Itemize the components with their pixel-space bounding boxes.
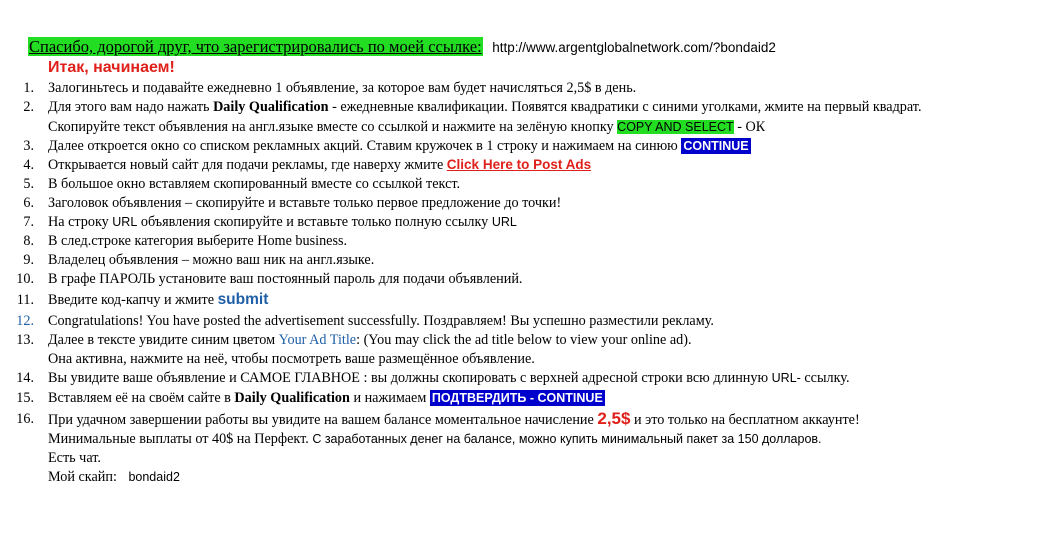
- item-text: Заголовок объявления – скопируйте и вставьте только первое предложение до точки!: [48, 195, 562, 211]
- post-ads-link[interactable]: Click Here to Post Ads: [446, 157, 592, 172]
- item-number: 15.: [16, 390, 34, 406]
- url-label: URL-: [771, 371, 801, 385]
- item-text: и это только на бесплатном аккаунте!: [630, 412, 860, 428]
- item-text: и нажимаем: [349, 390, 430, 406]
- copy-and-select-button[interactable]: COPY AND SELECT: [617, 120, 734, 134]
- skype-handle: bondaid2: [128, 470, 180, 484]
- item-number: 2.: [23, 99, 34, 115]
- item-text: Она активна, нажмите на неё, чтобы посмотреть ваше размещённое объявление.: [48, 351, 535, 367]
- item-number: 12.: [16, 313, 34, 329]
- item-text: Открывается новый сайт для подачи рекламы, где наверху жмите: [48, 157, 447, 173]
- submit-label[interactable]: submit: [217, 291, 269, 308]
- item-text: Минимальные выплаты от 40$ на Перфект.: [48, 431, 313, 447]
- item-number: 11.: [16, 292, 34, 308]
- url-label: URL: [112, 215, 138, 229]
- item-text: Далее в тексте увидите синим цветом: [48, 332, 279, 348]
- item-number: 9.: [23, 252, 34, 268]
- continue-button[interactable]: CONTINUE: [683, 139, 749, 153]
- amount-label: 2,5$: [597, 409, 631, 428]
- item-text: Владелец объявления – можно ваш ник на англ.языке.: [48, 252, 375, 268]
- item-note: С заработанных денег на балансе, можно купить минимальный пакет за 150 долларов.: [312, 432, 822, 446]
- item-text: Далее откроется окно со списком рекламных акций. Ставим кружочек в 1 строку и нажимаем на синюю: [48, 138, 682, 154]
- item-number: 3.: [23, 138, 34, 154]
- item-text: В след.строке категория выберите Home business.: [48, 233, 348, 249]
- item-text: Введите код-капчу и жмите: [48, 292, 218, 308]
- item-text: Congratulations! You have posted the advertisement successfully. Поздравляем! Вы успешно разместили рекламу.: [48, 313, 714, 329]
- item-text: Для этого вам надо нажать: [48, 99, 214, 115]
- item-number: 14.: [16, 370, 34, 386]
- confirm-continue-button[interactable]: ПОДТВЕРДИТЬ - CONTINUE: [431, 391, 603, 405]
- start-heading: Итак, начинаем!: [48, 59, 175, 76]
- item-text: В большое окно вставляем скопированный вместе со ссылкой текст.: [48, 176, 461, 192]
- item-text: ссылку.: [800, 370, 850, 386]
- item-text: Вы увидите ваше объявление и САМОЕ ГЛАВНОЕ : вы должны скопировать с верхней адресной строки всю длинную: [48, 370, 772, 386]
- item-number: 7.: [23, 214, 34, 230]
- daily-qualification-label: Daily Qualification: [213, 99, 329, 115]
- item-number: 8.: [23, 233, 34, 249]
- item-text: - ежедневные квалификации. Появятся квадратики с синими уголками, жмите на первый квадрат.: [328, 99, 922, 115]
- item-text: Есть чат.: [48, 450, 101, 466]
- item-text: объявления скопируйте и вставьте только полную ссылку: [137, 214, 492, 230]
- item-number: 5.: [23, 176, 34, 192]
- referral-url[interactable]: http://www.argentglobalnetwork.com/?bondaid2: [492, 40, 776, 55]
- thanks-text: Спасибо, дорогой друг, что зарегистрировались по моей ссылке:: [29, 37, 482, 56]
- item-text: При удачном завершении работы вы увидите на вашем балансе моментальное начисление: [48, 412, 598, 428]
- url-label: URL: [491, 215, 517, 229]
- item-text: Вставляем её на своём сайте в: [48, 390, 235, 406]
- item-number: 16.: [16, 411, 34, 427]
- item-number: 13.: [16, 332, 34, 348]
- item-number: 4.: [23, 157, 34, 173]
- daily-qualification-label: Daily Qualification: [234, 390, 350, 406]
- header: [28, 37, 776, 57]
- ad-title-link[interactable]: Your Ad Title: [278, 332, 357, 348]
- item-text: В графе ПАРОЛЬ установите ваш постоянный пароль для подачи объявлений.: [48, 271, 523, 287]
- item-text: Залогиньтесь и подавайте ежедневно 1 объявление, за которое вам будет начисляться 2,5$ в день.: [48, 80, 637, 96]
- item-number: 10.: [16, 271, 34, 287]
- skype-label: Мой скайп:: [48, 469, 121, 485]
- item-number: 6.: [23, 195, 34, 211]
- item-number: 1.: [23, 80, 34, 96]
- item-text: Скопируйте текст объявления на англ.языке вместе со ссылкой и нажмите на зелёную кнопку: [48, 119, 618, 135]
- item-text: : (You may click the ad title below to view your online ad).: [356, 332, 692, 348]
- item-text: На строку: [48, 214, 113, 230]
- item-text: - ОК: [733, 119, 766, 135]
